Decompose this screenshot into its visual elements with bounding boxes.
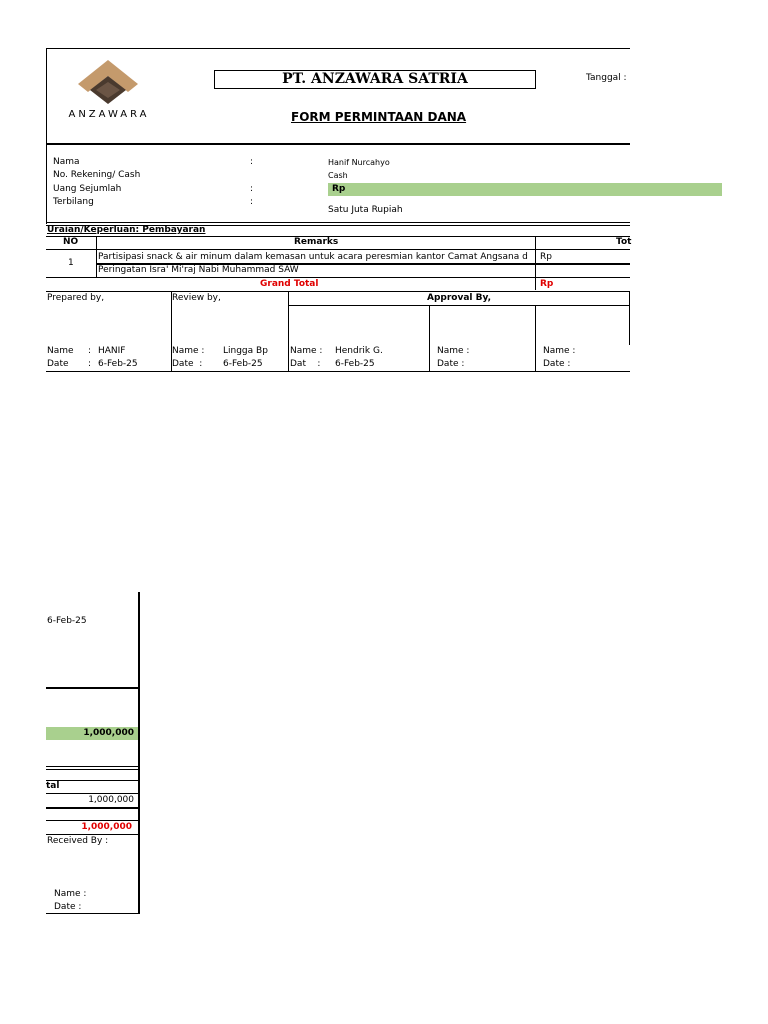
p2-amount-value: 1,000,000 — [83, 728, 134, 738]
prep-date-label: Date — [47, 359, 69, 369]
p2-received-label: Received By : — [47, 836, 109, 846]
approval-label: Approval By, — [427, 293, 492, 303]
prep-name-label: Name — [47, 346, 74, 356]
p2-bottom-line — [46, 913, 139, 914]
col-no-header: NO — [63, 237, 79, 247]
p2-grand-total-value: 1,000,000 — [81, 822, 132, 832]
table-header-bottom — [46, 249, 630, 250]
sign-col-4 — [535, 305, 536, 372]
uang-label: Uang Sejumlah — [53, 184, 122, 194]
uang-highlight-bar — [328, 183, 722, 196]
nama-colon: : — [250, 157, 254, 167]
terbilang-value: Satu Juta Rupiah — [328, 205, 403, 215]
rev-name-label: Name : — [172, 346, 205, 356]
grand-total-label: Grand Total — [260, 279, 319, 289]
app1-name-value: Hendrik G. — [335, 346, 383, 356]
grand-total-currency: Rp — [540, 279, 554, 289]
form-title: FORM PERMINTAAN DANA — [291, 110, 467, 124]
terbilang-colon: : — [250, 197, 254, 207]
prep-date-value: 6-Feb-25 — [98, 359, 138, 369]
sign-top-line — [46, 291, 630, 292]
uang-colon: : — [250, 184, 254, 194]
p2-name-label: Name : — [54, 889, 87, 899]
p2-row-mid-line — [46, 807, 139, 809]
p2-total-header: tal — [46, 781, 60, 791]
col-remarks-header: Remarks — [294, 237, 339, 247]
header-bottom-border — [46, 143, 630, 145]
p2-date-value: 6-Feb-25 — [47, 616, 87, 626]
prep-date-colon: : — [88, 359, 92, 369]
prepared-label: Prepared by, — [47, 293, 105, 303]
tanggal-label: Tanggal : — [586, 73, 627, 83]
anzawara-logo-icon — [76, 60, 140, 106]
app2-name-label: Name : — [437, 346, 470, 356]
prep-name-value: HANIF — [98, 346, 126, 356]
p2-double-line-2 — [46, 769, 139, 770]
section-title: Uraian/Keperluan: Pembayaran — [47, 225, 206, 235]
sign-col-right — [629, 291, 630, 345]
app1-date-value: 6-Feb-25 — [335, 359, 375, 369]
p2-row-total: 1,000,000 — [88, 795, 134, 805]
row-remark-line2: Peringatan Isra' Mi'raj Nabi Muhammad SAW — [98, 265, 299, 275]
p2-sign-top-line — [46, 834, 139, 835]
review-label: Review by, — [172, 293, 221, 303]
frame-top-border — [46, 48, 630, 49]
row-no: 1 — [68, 258, 74, 268]
nama-label: Nama — [53, 157, 80, 167]
frame-left-border — [46, 48, 47, 224]
app3-name-label: Name : — [543, 346, 576, 356]
app1-name-label: Name : — [290, 346, 323, 356]
rev-name-value: Lingga Bp — [223, 346, 268, 356]
p2-right-border — [138, 592, 140, 914]
sign-bottom-line — [46, 371, 630, 372]
p2-date-label: Date : — [54, 902, 82, 912]
rekening-label: No. Rekening/ Cash — [53, 170, 141, 180]
table-col-line-no — [96, 236, 97, 277]
row-currency: Rp — [540, 252, 552, 262]
prep-name-colon: : — [88, 346, 92, 356]
p2-total-header-top — [46, 780, 139, 781]
p2-header-bottom — [46, 687, 139, 689]
p2-total-header-bottom — [46, 793, 139, 794]
row-remark-line1: Partisipasi snack & air minum dalam kemasan untuk acara peresmian kantor Camat Angsana d — [98, 252, 528, 262]
sign-col-2 — [288, 291, 289, 372]
p2-double-line-1 — [46, 766, 139, 767]
sign-col-3 — [429, 305, 430, 372]
uang-currency: Rp — [332, 184, 346, 194]
rev-date-label: Date : — [172, 359, 203, 369]
app2-date-label: Date : — [437, 359, 465, 369]
terbilang-label: Terbilang — [53, 197, 94, 207]
app1-date-label: Dat : — [290, 359, 321, 369]
table-top-double-line-1 — [46, 222, 630, 223]
rev-date-value: 6-Feb-25 — [223, 359, 263, 369]
row-bottom-line — [46, 277, 630, 278]
nama-value: Hanif Nurcahyo — [328, 158, 390, 167]
rekening-value: Cash — [328, 171, 348, 180]
logo-wordmark: ANZAWARA — [68, 109, 150, 120]
company-name-box: PT. ANZAWARA SATRIA — [214, 70, 536, 89]
app3-date-label: Date : — [543, 359, 571, 369]
approval-header-line — [288, 305, 630, 306]
col-total-header: Tot — [616, 237, 632, 247]
p2-row-bottom-line — [46, 820, 139, 821]
